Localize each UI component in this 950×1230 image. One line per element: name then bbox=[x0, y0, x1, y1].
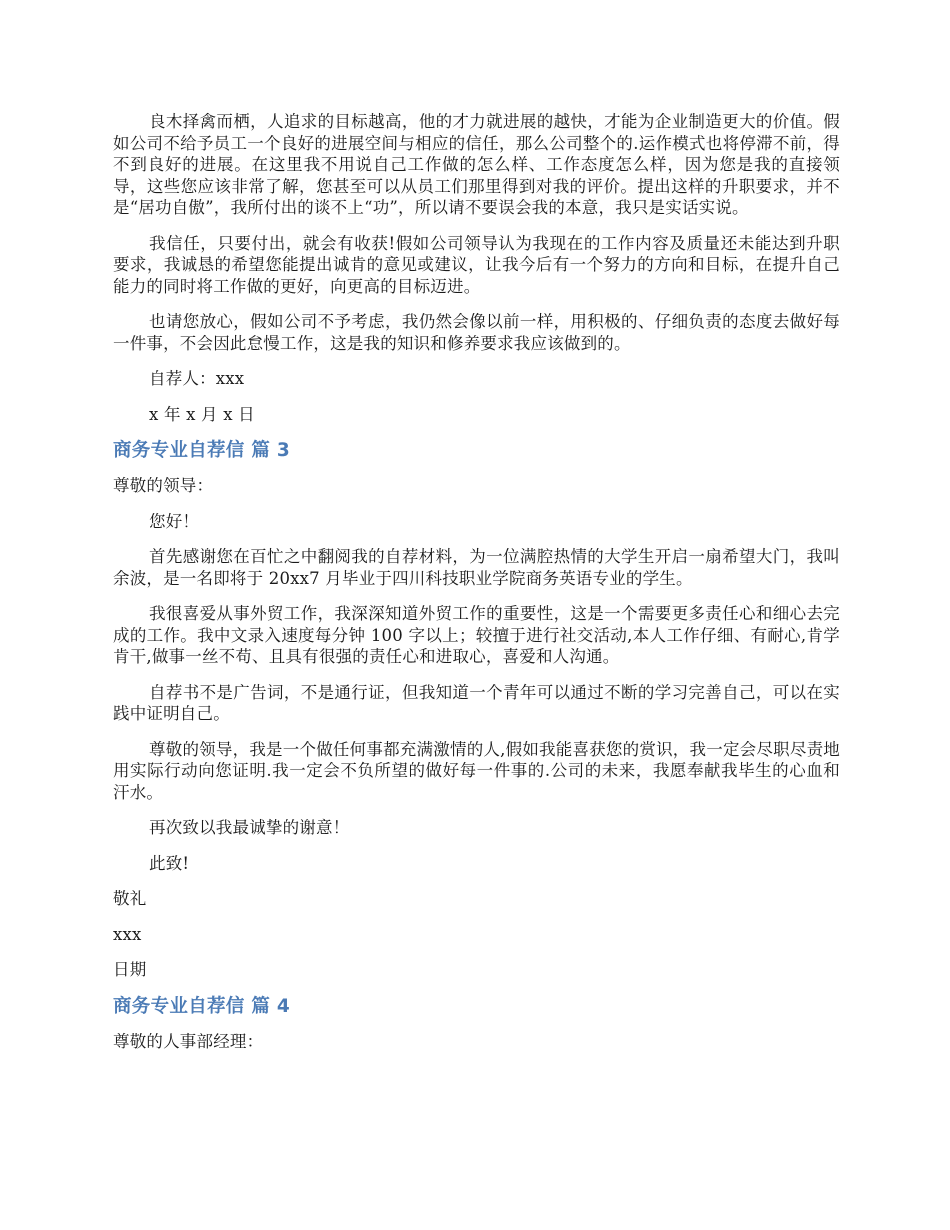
paragraph: 首先感谢您在百忙之中翻阅我的自荐材料，为一位满腔热情的大学生开启一扇希望大门，我叫余波，是一名即将于 20xx7 月毕业于四川科技职业学院商务英语专业的学生。 bbox=[113, 547, 840, 588]
section-heading: 商务专业自荐信 篇 4 bbox=[113, 995, 291, 1017]
paragraph: 良木择禽而栖，人追求的目标越高，他的才力就进展的越快，才能为企业制造更大的价值。假如公司不给予员工一个良好的进展空间与相应的信任，那么公司整个的.运作模式也将停滞不前，得不到良好的进展。在这里我不用说自己工作做的怎么样、工作态度怎么样，因为您是我的直接领导，这些您应该非常了解，您甚至可以从员工们那里得到对我的评价。提出这样的升职要求，并不是“居功自傲”，我所付出的谈不上“功”，所以请不要误会我的本意，我只是实话实说。 bbox=[113, 112, 840, 217]
regards-line: 敬礼 bbox=[113, 889, 147, 908]
thanks-line: 再次致以我最诚挚的谢意！ bbox=[149, 818, 350, 837]
section-heading: 商务专业自荐信 篇 3 bbox=[113, 440, 291, 461]
greeting: 您好！ bbox=[149, 511, 200, 531]
paragraph: 我很喜爱从事外贸工作，我深深知道外贸工作的重要性，这是一个需要更多责任心和细心去完成的工作。我中文录入速度每分钟 100 字以上；较擅于进行社交活动,本人工作仔细、有耐心,肯学肯干,做事一丝不苟、且具有很强的责任心和进取心，喜爱和人沟通。 bbox=[113, 604, 840, 666]
paragraph: 尊敬的领导，我是一个做任何事都充满激情的人,假如我能喜获您的赏识，我一定会尽职尽责地用实际行动向您证明.我一定会不负所望的做好每一件事的.公司的未来，我愿奉献我毕生的心血和汗水。 bbox=[113, 739, 840, 802]
document-page bbox=[113, 111, 840, 1066]
closing-line: 此致! bbox=[149, 853, 190, 873]
salutation: 尊敬的人事部经理： bbox=[113, 1031, 264, 1051]
date-line: x 年 x 月 x 日 bbox=[149, 404, 255, 424]
paragraph: 也请您放心，假如公司不予考虑，我仍然会像以前一样，用积极的、仔细负责的态度去做好每一件事，不会因此怠慢工作，这是我的知识和修养要求我应该做到的。 bbox=[113, 312, 840, 353]
signer-line: xxx bbox=[113, 924, 142, 944]
paragraph: 我信任，只要付出，就会有收获!假如公司领导认为我现在的工作内容及质量还未能达到升职要求，我诚恳的希望您能提出诚肯的意见或建议，让我今后有一个努力的方向和目标，在提升自己能力的同时将工作做的更好，向更高的目标迈进。 bbox=[113, 233, 840, 296]
salutation: 尊敬的领导： bbox=[113, 476, 214, 495]
signer-line: 自荐人：xxx bbox=[149, 369, 245, 388]
date-line: 日期 bbox=[113, 960, 147, 979]
paragraph: 自荐书不是广告词，不是通行证，但我知道一个青年可以通过不断的学习完善自己，可以在实践中证明自己。 bbox=[113, 682, 840, 723]
